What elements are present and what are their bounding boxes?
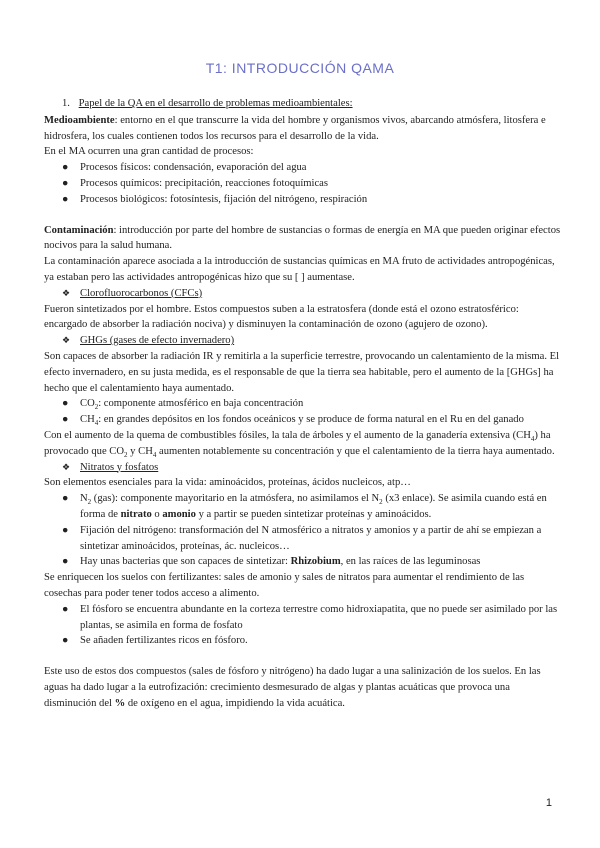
ghg-list xyxy=(44,396,564,428)
document-title: T1: INTRODUCCIÓN QAMA xyxy=(205,60,395,76)
formula: N xyxy=(80,493,88,505)
text-run: Este uso de estos dos compuestos (sales de fósforo y nitrógeno) ha dado lugar a una salinización de los suelos. En las aguas ha dado lugar a la eutrofización: crecimiento desmesurado de algas y plantas acuáticas que provoca una disminución del xyxy=(44,666,541,709)
list-item xyxy=(44,491,564,523)
list-item-text: Procesos químicos: precipitación, reacciones fotoquímicas xyxy=(80,177,328,189)
subscript: 2 xyxy=(87,498,92,507)
text-run: , en las raíces de las leguminosas xyxy=(340,556,481,568)
text-run: (gas): componente mayoritario en la atmósfera, no asimilamos el N xyxy=(91,493,380,505)
subscript: 2 xyxy=(379,498,383,507)
contaminacion-paragraph xyxy=(44,223,564,255)
document-body xyxy=(44,96,564,711)
list-item xyxy=(44,176,564,192)
fosforo-list xyxy=(44,602,564,649)
bullet-icon: ● xyxy=(62,414,69,426)
list-item xyxy=(44,554,564,570)
final-paragraph xyxy=(44,664,564,711)
formula: CH xyxy=(80,414,95,426)
contaminacion-paragraph-2: La contaminación aparece asociada a la introducción de sustancias químicas en MA fruto de actividades antropogénicas, ya estaban pero las actividades antropogénicas hizo que su [ ] aumentase. xyxy=(44,256,555,283)
subheading-text: Clorofluorocarbonos (CFCs) xyxy=(80,287,203,299)
list-item-text: : componente atmosférico en baja concentración xyxy=(98,398,304,410)
bullet-icon: ● xyxy=(62,162,69,174)
subheading-ghg xyxy=(44,333,564,349)
list-item-text: Fijación del nitrógeno: transformación del N atmosférico a nitratos y amonios y a partir de ahí se empiezan a sintetizar aminoácidos, proteínas, ác. nucleicos… xyxy=(80,524,542,552)
text-run: (x3 enlace). Se asimila cuando está en forma de xyxy=(80,493,547,520)
list-item xyxy=(44,523,564,555)
ghg-paragraph: Son capaces de absorber la radiación IR y remitirla a la superficie terrestre, provocando un calentamiento de la misma. El efecto invernadero, en su justa medida, es el responsable de que la tierra sea habitable, pero el aumento de la [GHGs] ha hecho que el calentamiento haya aumentado. xyxy=(44,350,560,394)
nitratos-intro: Son elementos esenciales para la vida: aminoácidos, proteínas, ácidos nucleicos, atp… xyxy=(44,477,411,489)
medioambiente-definition: : entorno en el que transcurre la vida del hombre y organismos vivos, abarcando atmósfera, litosfera e hidrosfera, los cuales contienen todos los recursos para el desarrollo de la vida. xyxy=(44,114,546,142)
list-item-text: Procesos biológicos: fotosíntesis, fijación del nitrógeno, respiración xyxy=(80,193,368,205)
term-contaminacion: Contaminación xyxy=(44,224,114,236)
term-medioambiente: Medioambiente xyxy=(44,114,115,126)
text-run: de oxígeno en el agua, impidiendo la vida acuática. xyxy=(125,697,345,709)
subheading-text: GHGs (gases de efecto invernadero) xyxy=(80,335,235,347)
section-heading xyxy=(62,96,564,112)
contaminacion-definition: : introducción por parte del hombre de sustancias o formas de energía en MA que pueden originar efectos nocivos para la salud humana. xyxy=(44,224,561,252)
subscript: 4 xyxy=(530,435,535,444)
subscript: 2 xyxy=(124,450,128,459)
list-item xyxy=(44,412,564,428)
formula: CO xyxy=(80,398,95,410)
bullet-icon: ● xyxy=(62,493,69,505)
nitratos-list xyxy=(44,491,564,570)
text-run: ) ha provocado que CO xyxy=(44,429,551,457)
text-run: y a partir se pueden sintetizar proteínas y aminoácidos. xyxy=(195,508,432,520)
bullet-icon: ● xyxy=(62,177,69,189)
spacer xyxy=(44,208,564,223)
procesos-list xyxy=(44,160,564,207)
subscript: 4 xyxy=(152,450,157,459)
subscript: 4 xyxy=(94,419,99,428)
bullet-icon: ● xyxy=(62,193,69,205)
bullet-icon: ● xyxy=(62,398,69,410)
bullet-icon: ● xyxy=(62,524,69,536)
text-run: Hay unas bacterias que son capaces de sintetizar: xyxy=(80,556,291,568)
term-rhizobium: Rhizobium xyxy=(290,556,341,568)
bullet-icon: ● xyxy=(62,556,69,568)
procesos-intro: En el MA ocurren una gran cantidad de procesos: xyxy=(44,146,254,158)
diamond-icon: ❖ xyxy=(62,335,71,346)
diamond-icon: ❖ xyxy=(62,461,71,472)
subheading-cfc xyxy=(44,286,564,302)
list-item xyxy=(44,192,564,208)
list-item-text: : en grandes depósitos en los fondos oceánicos y se produce de forma natural en el Ru en del ganado xyxy=(98,414,524,426)
medioambiente-paragraph xyxy=(44,113,564,145)
term-nitrato: nitrato xyxy=(120,508,152,520)
text-run: o xyxy=(151,508,163,520)
subscript: 2 xyxy=(94,403,99,412)
bullet-icon: ● xyxy=(62,603,69,615)
list-item-text: Se añaden fertilizantes ricos en fósforo. xyxy=(80,635,248,647)
text-run: aumenten notablemente su concentración y que el calentamiento de la tierra haya aumentado. xyxy=(156,445,555,457)
text-run: Con el aumento de la quema de combustibles fósiles, la tala de árboles y el aumento de la ganadería extensiva (CH xyxy=(44,429,531,441)
list-item xyxy=(44,160,564,176)
text-run: y CH xyxy=(127,445,153,457)
list-item-text: Procesos físicos: condensación, evaporación del agua xyxy=(80,162,307,174)
fertilizantes-paragraph: Se enriquecen los suelos con fertilizantes: sales de amonio y sales de nitratos para aumentar el rendimiento de las cosechas para poder tener todos acceso a alimento. xyxy=(44,572,525,599)
subheading-text: Nitratos y fosfatos xyxy=(80,461,159,473)
list-item-text: El fósforo se encuentra abundante en la corteza terrestre como hidroxiapatita, que no puede ser asimilado por las plantas, se asimila en forma de fosfato xyxy=(80,603,558,631)
list-item xyxy=(44,396,564,412)
percent-sign: % xyxy=(114,697,126,709)
list-item xyxy=(44,633,564,649)
term-amonio: amonio xyxy=(162,508,196,520)
subheading-nitratos xyxy=(44,460,564,476)
bullet-icon: ● xyxy=(62,635,69,647)
ghg-after-paragraph xyxy=(44,428,564,460)
spacer xyxy=(44,649,564,664)
list-item xyxy=(44,602,564,634)
diamond-icon: ❖ xyxy=(62,287,71,298)
page-number: 1 xyxy=(545,797,552,809)
section-title: Papel de la QA en el desarrollo de problemas medioambientales: xyxy=(78,98,353,109)
cfc-paragraph: Fueron sintetizados por el hombre. Estos compuestos suben a la estratosfera (donde está el ozono estratosférico: encargado de absorber la radiación nociva) y disminuyen la contaminación de ozono (agujero de ozono). xyxy=(44,303,519,331)
section-number: 1. xyxy=(62,98,70,109)
